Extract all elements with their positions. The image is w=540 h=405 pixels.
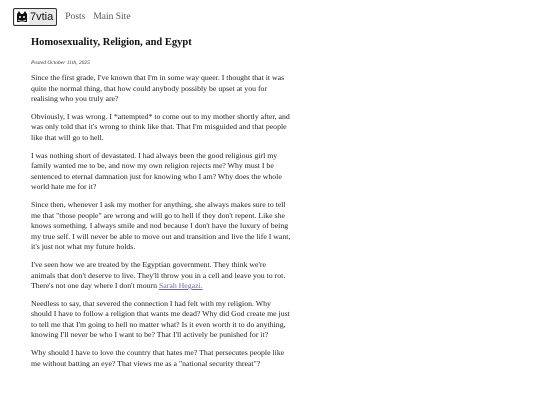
paragraph: Since then, whenever I ask my mother for anything, she always makes sure to tell me that "those people" are wrong and will go to hell if they don't repent. Like she knows something. I always smile and nod because I don't have the luxury of being my true self. I will never be able to move out and transition and live the life I want, it's just not what my future holds. (31, 199, 291, 252)
paragraph: I was nothing short of devastated. I had always been the good religious girl my family wanted me to be, and now my own religion rejects me? Why must I be sentenced to eternal damnation just for knowing who I am? Why does the whole world hate me for it? (31, 150, 282, 192)
post-title: Homosexuality, Religion, and Egypt (31, 37, 192, 48)
paragraph: Needless to say, that severed the connection I had felt with my religion. Why should I have to follow a religion that wants me dead? Why did God create me just to tell me that I'm going to hell no matter what? Is it even worth it to do anything, knowing I'll never be who I want to be? That I'll actively be punished for it? (31, 298, 290, 340)
site-logo[interactable] (13, 8, 57, 26)
nav-posts-link[interactable]: Posts (65, 12, 86, 22)
paragraph: Why should I have to love the country that hates me? That persecutes people like me without batting an eye? That views me as a "national security threat"? (31, 348, 285, 368)
sarah-hegazi-link[interactable]: Sarah Hegazi. (158, 281, 203, 291)
paragraph-with-link (31, 260, 291, 292)
paragraph: Since the first grade, I've known that I'm in some way queer. I thought that it was quite the normal thing, that how could anybody possibly be upset at you for realising who you truly are? (31, 73, 285, 104)
article (31, 36, 291, 369)
nav-main-site-link[interactable]: Main Site (93, 12, 131, 22)
post-date: Posted October 11th, 2025 (31, 60, 90, 66)
cat-logo-icon (15, 10, 29, 24)
site-header (13, 8, 131, 26)
paragraph-text: I've seen how we are treated by the Egyptian government. They think we're animals that don't deserve to live. They'll throw you in a cell and leave you to rot. There's not one day where I don't mourn (31, 259, 286, 291)
paragraph: Obviously, I was wrong. I *attempted* to come out to my mother shortly after, and was only told that it's wrong to think like that. That I'm misguided and that people like that will go to hell. (31, 111, 290, 142)
logo-text: 7vtia (30, 11, 54, 23)
